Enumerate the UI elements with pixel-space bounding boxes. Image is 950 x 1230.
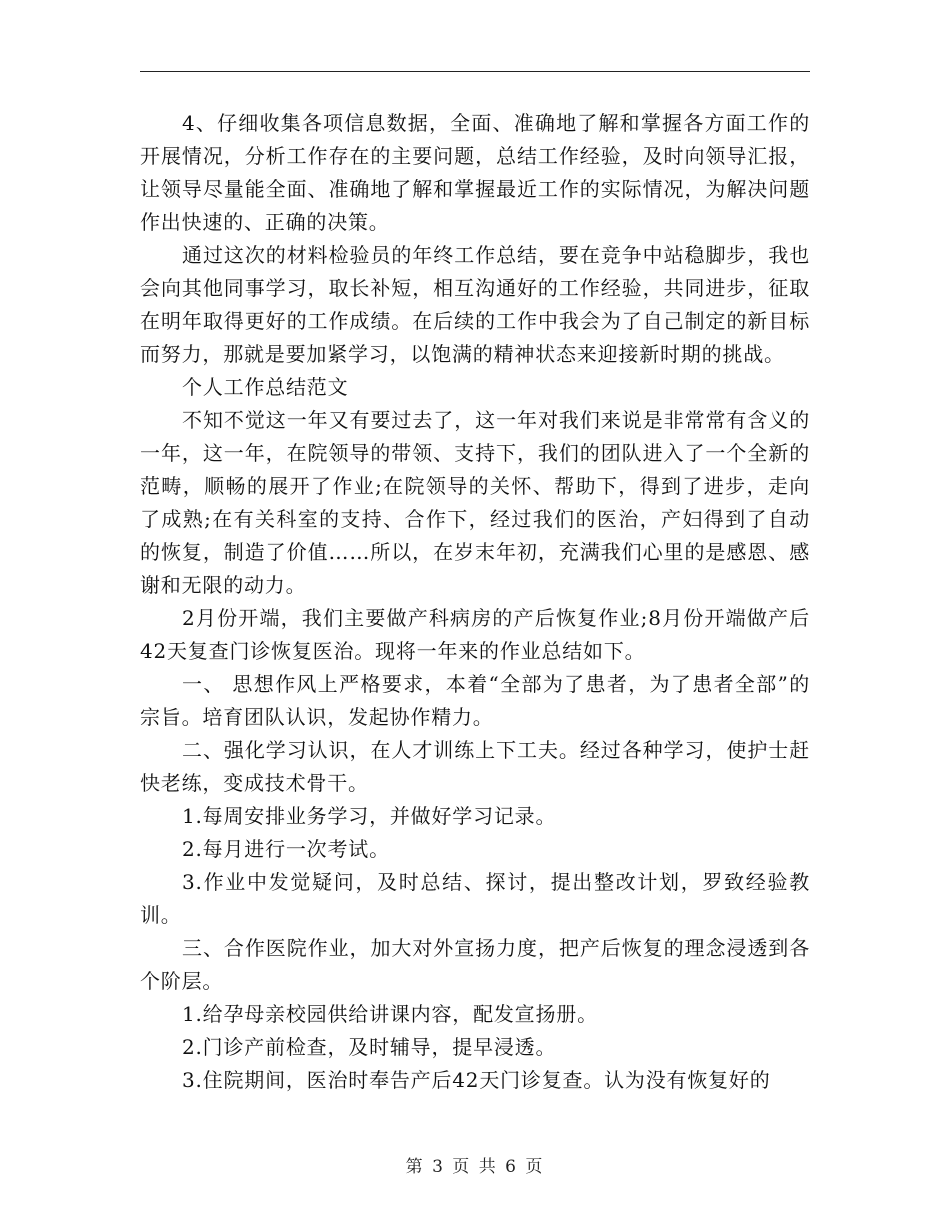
list-item: 2.每月进行一次考试。 <box>182 837 390 861</box>
document-body <box>140 107 810 1097</box>
header-rule <box>140 71 810 72</box>
list-item: 3.作业中发觉疑问，及时总结、探讨，提出整改计划，罗致经验教训。 <box>140 870 810 927</box>
paragraph: 不知不觉这一年又有要过去了，这一年对我们来说是非常常有含义的一年，这一年，在院领导的带领、支持下，我们的团队进入了一个全新的范畴，顺畅的展开了作业;在院领导的关怀、帮助下，得到了进步，走向了成熟;在有关科室的支持、合作下，经过我们的医治，产妇得到了自动的恢复，制造了价值……所以，在岁末年初，充满我们心里的是感恩、感谢和无限的动力。 <box>140 408 810 597</box>
paragraph: 通过这次的材料检验员的年终工作总结，要在竞争中站稳脚步，我也会向其他同事学习，取长补短，相互沟通好的工作经验，共同进步，征取在明年取得更好的工作成绩。在后续的工作中我会为了自己制定的新目标而努力，那就是要加紧学习，以饱满的精神状态来迎接新时期的挑战。 <box>140 243 810 366</box>
list-item: 3.住院期间，医治时奉告产后42天门诊复查。认为没有恢复好的 <box>182 1068 771 1092</box>
list-item: 2.门诊产前检查，及时辅导，提早浸透。 <box>182 1035 557 1059</box>
paragraph: 4、仔细收集各项信息数据，全面、准确地了解和掌握各方面工作的开展情况，分析工作存在的主要问题，总结工作经验，及时向领导汇报，让领导尽量能全面、准确地了解和掌握最近工作的实际情况，为解决问题作出快速的、正确的决策。 <box>140 111 810 234</box>
list-item: 1.给孕母亲校园供给讲课内容，配发宣扬册。 <box>182 1002 598 1026</box>
paragraph: 二、强化学习认识，在人才训练上下工夫。经过各种学习，使护士赶快老练，变成技术骨干。 <box>140 738 810 795</box>
list-item: 1.每周安排业务学习，并做好学习记录。 <box>182 804 557 828</box>
page-number: 第 3 页 共 6 页 <box>405 1157 545 1177</box>
section-heading: 个人工作总结范文 <box>182 375 349 399</box>
paragraph: 2月份开端，我们主要做产科病房的产后恢复作业;8月份开端做产后42天复查门诊恢复医治。现将一年来的作业总结如下。 <box>140 606 810 663</box>
paragraph: 三、合作医院作业，加大对外宣扬力度，把产后恢复的理念浸透到各个阶层。 <box>140 936 810 993</box>
paragraph: 一、 思想作风上严格要求，本着“全部为了患者，为了患者全部”的宗旨。培育团队认识，发起协作精力。 <box>140 672 810 729</box>
